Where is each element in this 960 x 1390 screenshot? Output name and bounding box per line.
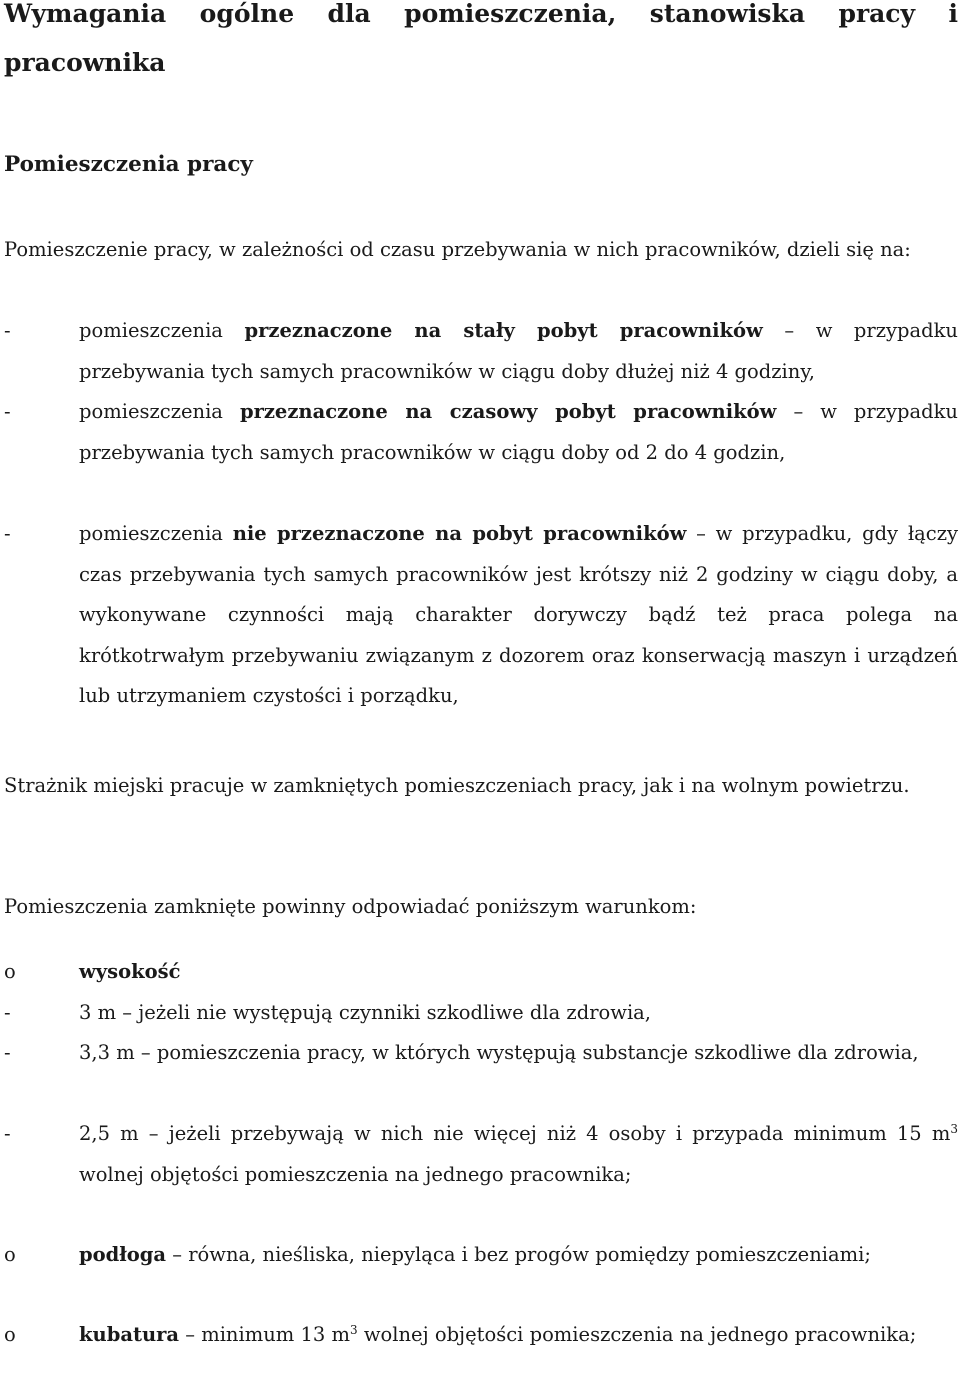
list-item: - 3 m – jeżeli nie występują czynniki szkodliwe dla zdrowia, [4, 993, 958, 1034]
list-item: - 3,3 m – pomieszczenia pracy, w których występują substancje szkodliwe dla zdrowia, [4, 1033, 958, 1074]
list-marker: - [4, 319, 11, 342]
list-marker: - [4, 400, 11, 423]
list-item: - pomieszczenia przeznaczone na stały pobyt pracowników – w przypadku przebywania tych samych pracowników w ciągu doby dłużej niż 4 godziny, [4, 311, 958, 392]
bullet-marker: o [4, 1323, 16, 1346]
list-marker: - [4, 522, 11, 545]
paragraph-straznik: Strażnik miejski pracuje w zamkniętych pomieszczeniach pracy, jak i na wolnym powietrzu. [4, 774, 910, 797]
list-marker: - [4, 1041, 11, 1064]
bullet-marker: o [4, 960, 16, 983]
section-heading: Pomieszczenia pracy [4, 152, 253, 177]
requirement-label: wysokość [79, 960, 181, 983]
list-item: - pomieszczenia nie przeznaczone na pobyt pracowników – w przypadku, gdy łączy czas przebywania tych samych pracowników jest krótszy niż 2 godziny w ciągu doby, a wykonywane czynności mają charakter dorywczy bądź też praca polega na krótkotrwałym przebywaniu związanym z dozorem oraz konserwacją maszyn i urządzeń lub utrzymaniem czystości i porządku, [4, 514, 958, 717]
requirement-wysokosc [4, 952, 958, 993]
requirement-label: kubatura [79, 1323, 180, 1346]
requirement-kubatura: o kubatura – minimum 13 $m^3$ wolnej objętości pomieszczenia na jednego pracownika; [4, 1315, 958, 1356]
list-item: - pomieszczenia przeznaczone na czasowy pobyt pracowników – w przypadku przebywania tych samych pracowników w ciągu doby od 2 do 4 godzin, [4, 392, 958, 473]
bullet-marker: o [4, 1243, 16, 1266]
requirement-label: podłoga [79, 1243, 167, 1266]
intro-paragraph: Pomieszczenie pracy, w zależności od czasu przebywania w nich pracowników, dzieli się na: [4, 238, 911, 261]
list-marker: - [4, 1122, 11, 1145]
paragraph-warunki: Pomieszczenia zamknięte powinny odpowiadać poniższym warunkom: [4, 895, 697, 918]
page-title: Wymagania ogólne dla pomieszczenia, stanowiska pracy i pracownika [4, 0, 958, 77]
list-marker: - [4, 1001, 11, 1024]
requirement-podloga: o podłoga – równa, nieśliska, niepyląca i bez progów pomiędzy pomieszczeniami; [4, 1235, 958, 1276]
list-item: - 2,5 m – jeżeli przebywają w nich nie więcej niż 4 osoby i przypada minimum 15 $m^3$ wolnej objętości pomieszczenia na jednego pracownika; [4, 1114, 958, 1195]
